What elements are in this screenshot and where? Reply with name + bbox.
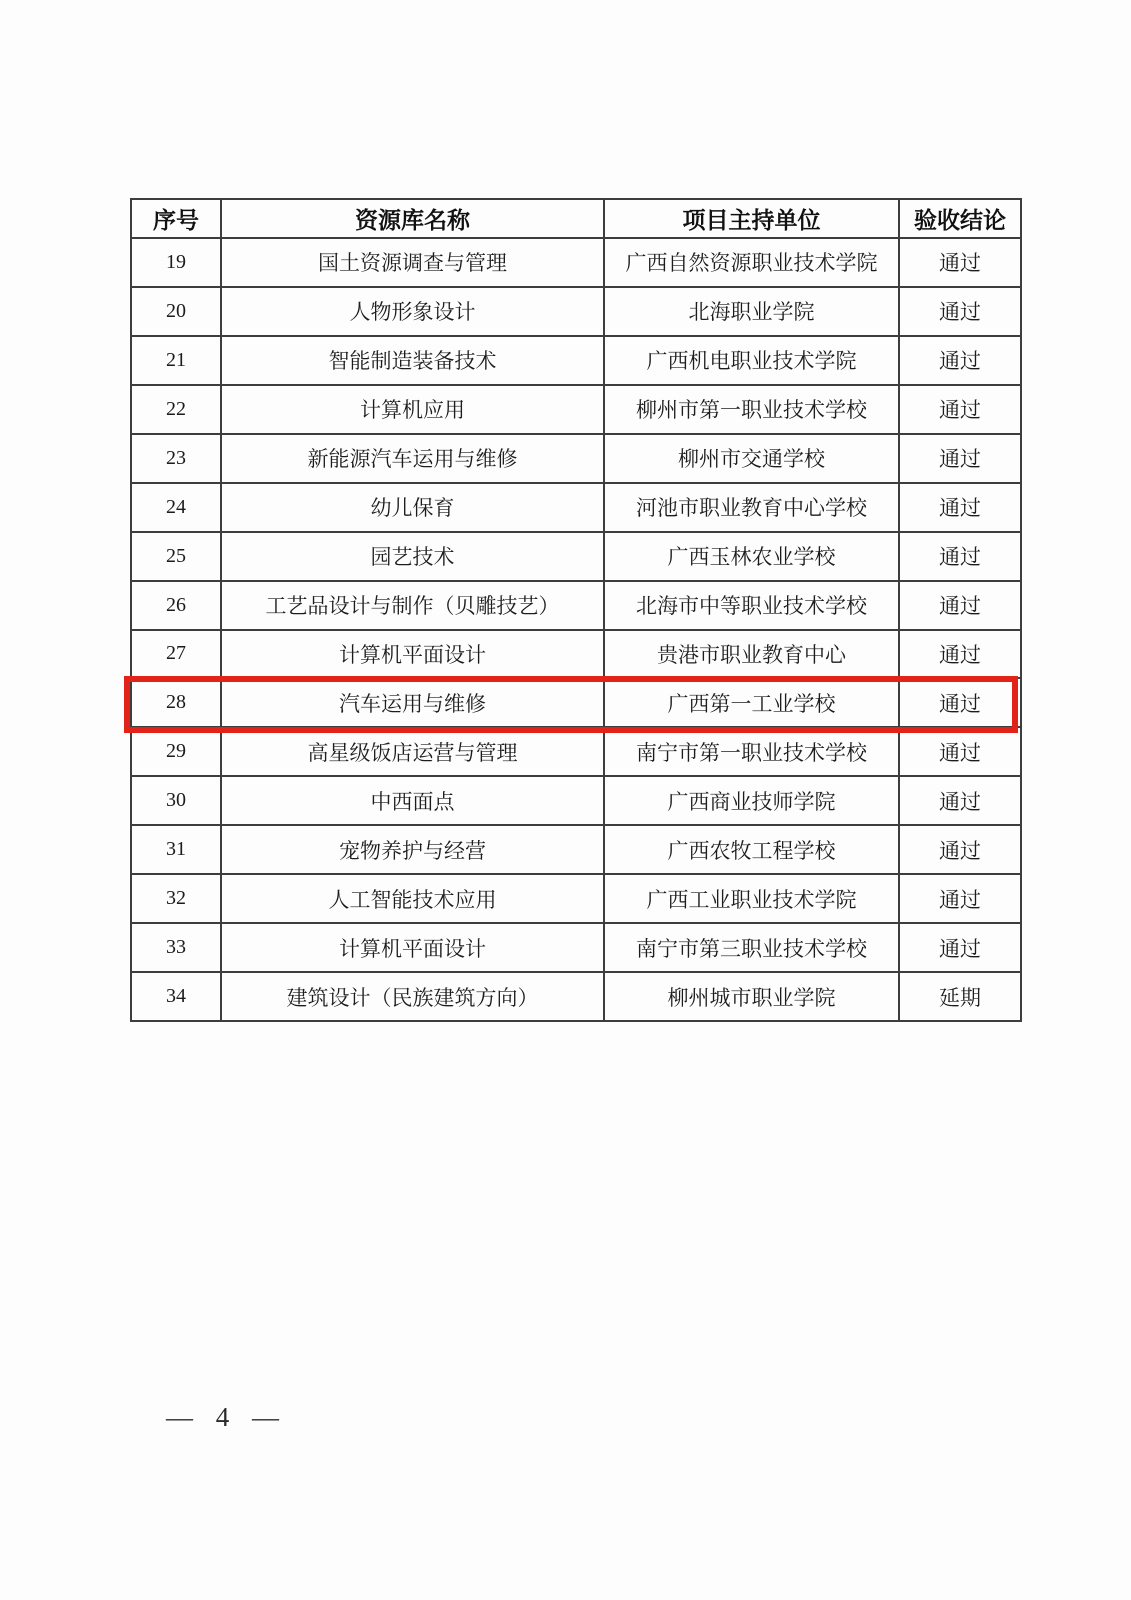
review-table: [130, 198, 1022, 1022]
row-host-org: 柳州市交通学校: [604, 434, 899, 483]
row-resource-name: 园艺技术: [221, 532, 604, 581]
table-row: [131, 287, 1021, 336]
table-header-row: [131, 199, 1021, 238]
table-row: [131, 630, 1021, 679]
row-result: 通过: [899, 483, 1021, 532]
row-no: 30: [131, 776, 221, 825]
table-row: [131, 532, 1021, 581]
row-resource-name: 中西面点: [221, 776, 604, 825]
row-host-org: 贵港市职业教育中心: [604, 630, 899, 679]
row-no: 23: [131, 434, 221, 483]
table-row: [131, 776, 1021, 825]
row-resource-name: 汽车运用与维修: [221, 678, 604, 727]
row-resource-name: 工艺品设计与制作（贝雕技艺）: [221, 581, 604, 630]
row-no: 27: [131, 630, 221, 679]
row-no: 19: [131, 238, 221, 287]
table-row: [131, 336, 1021, 385]
row-resource-name: 计算机应用: [221, 385, 604, 434]
table-row: [131, 825, 1021, 874]
row-resource-name: 人工智能技术应用: [221, 874, 604, 923]
row-result: 通过: [899, 923, 1021, 972]
row-no: 31: [131, 825, 221, 874]
table-row: [131, 238, 1021, 287]
row-no: 26: [131, 581, 221, 630]
row-resource-name: 国土资源调查与管理: [221, 238, 604, 287]
row-host-org: 北海职业学院: [604, 287, 899, 336]
table-row: [131, 434, 1021, 483]
row-resource-name: 计算机平面设计: [221, 923, 604, 972]
row-result: 通过: [899, 336, 1021, 385]
row-host-org: 广西自然资源职业技术学院: [604, 238, 899, 287]
row-result: 通过: [899, 385, 1021, 434]
row-host-org: 河池市职业教育中心学校: [604, 483, 899, 532]
row-result: 通过: [899, 581, 1021, 630]
table-row: [131, 581, 1021, 630]
header-acceptance-result: 验收结论: [899, 199, 1021, 238]
row-resource-name: 人物形象设计: [221, 287, 604, 336]
row-result: 延期: [899, 972, 1021, 1021]
header-resource-name: 资源库名称: [221, 199, 604, 238]
row-host-org: 柳州城市职业学院: [604, 972, 899, 1021]
row-host-org: 南宁市第三职业技术学校: [604, 923, 899, 972]
row-no: 32: [131, 874, 221, 923]
row-no: 33: [131, 923, 221, 972]
row-result: 通过: [899, 532, 1021, 581]
acceptance-results-table: [130, 198, 1020, 1022]
row-no: 28: [131, 678, 221, 727]
row-result: 通过: [899, 434, 1021, 483]
row-result: 通过: [899, 825, 1021, 874]
table-row: [131, 874, 1021, 923]
row-result: 通过: [899, 238, 1021, 287]
row-resource-name: 宠物养护与经营: [221, 825, 604, 874]
row-result: 通过: [899, 727, 1021, 776]
row-host-org: 广西机电职业技术学院: [604, 336, 899, 385]
row-host-org: 广西玉林农业学校: [604, 532, 899, 581]
row-host-org: 广西农牧工程学校: [604, 825, 899, 874]
row-result: 通过: [899, 287, 1021, 336]
row-no: 20: [131, 287, 221, 336]
table-row: [131, 972, 1021, 1021]
row-result: 通过: [899, 776, 1021, 825]
row-host-org: 广西第一工业学校: [604, 678, 899, 727]
row-resource-name: 智能制造装备技术: [221, 336, 604, 385]
row-resource-name: 新能源汽车运用与维修: [221, 434, 604, 483]
row-result: 通过: [899, 678, 1021, 727]
table-row: [131, 923, 1021, 972]
row-resource-name: 高星级饭店运营与管理: [221, 727, 604, 776]
table-row: [131, 483, 1021, 532]
row-host-org: 南宁市第一职业技术学校: [604, 727, 899, 776]
page-number: — 4 —: [166, 1402, 282, 1432]
header-host-organization: 项目主持单位: [604, 199, 899, 238]
row-no: 22: [131, 385, 221, 434]
row-no: 25: [131, 532, 221, 581]
header-serial-number: 序号: [131, 199, 221, 238]
row-result: 通过: [899, 874, 1021, 923]
table-row-highlighted: [131, 678, 1021, 727]
row-no: 34: [131, 972, 221, 1021]
row-host-org: 柳州市第一职业技术学校: [604, 385, 899, 434]
row-host-org: 北海市中等职业技术学校: [604, 581, 899, 630]
row-resource-name: 幼儿保育: [221, 483, 604, 532]
row-resource-name: 建筑设计（民族建筑方向）: [221, 972, 604, 1021]
table-row: [131, 727, 1021, 776]
row-resource-name: 计算机平面设计: [221, 630, 604, 679]
row-no: 21: [131, 336, 221, 385]
table-row: [131, 385, 1021, 434]
row-no: 29: [131, 727, 221, 776]
row-host-org: 广西商业技师学院: [604, 776, 899, 825]
row-host-org: 广西工业职业技术学院: [604, 874, 899, 923]
row-no: 24: [131, 483, 221, 532]
row-result: 通过: [899, 630, 1021, 679]
